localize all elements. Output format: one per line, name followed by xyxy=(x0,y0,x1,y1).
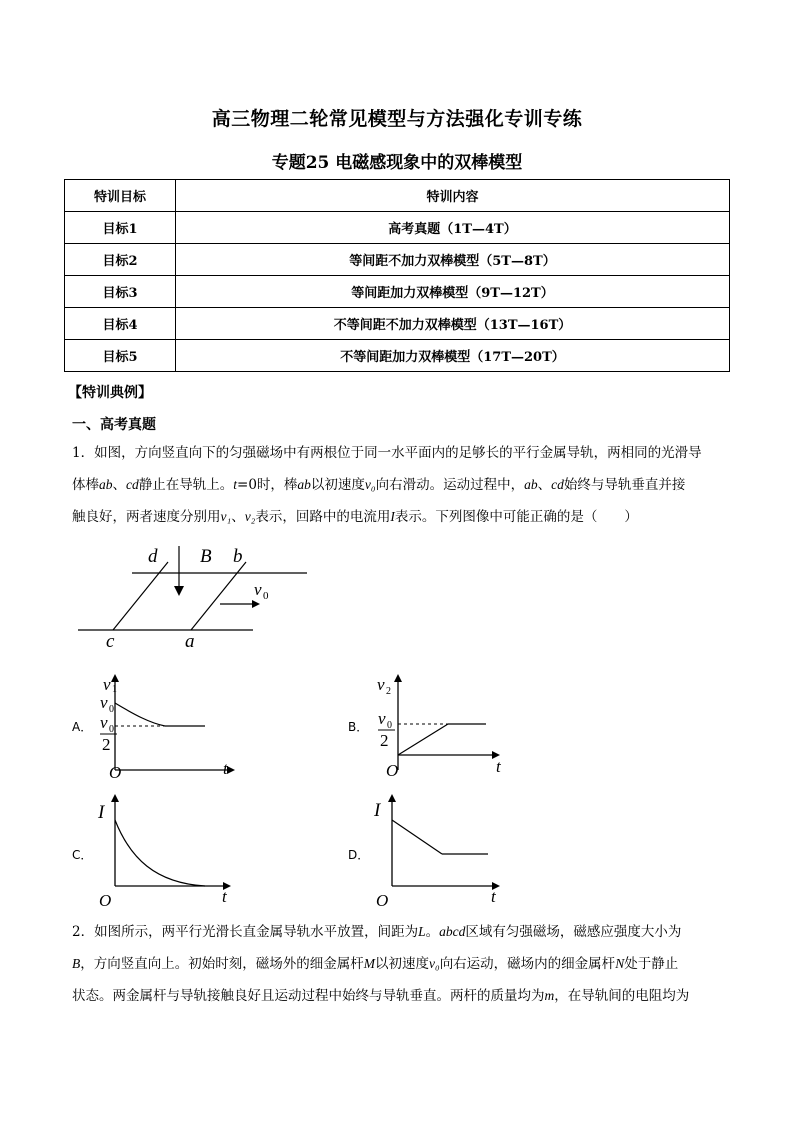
svg-text:v: v xyxy=(100,713,108,732)
table-cell: 目标2 xyxy=(65,244,176,276)
svg-text:I: I xyxy=(374,800,381,821)
svg-text:2: 2 xyxy=(102,735,111,754)
question-2-line: 2．如图所示，两平行光滑长直金属导轨水平放置，间距为L。abcd区域有匀强磁场，磁感应强度大小为 xyxy=(72,924,682,940)
rod-cd xyxy=(113,562,168,630)
table-header-row xyxy=(65,180,730,212)
svg-text:v: v xyxy=(103,675,111,694)
svg-text:b: b xyxy=(233,546,243,567)
question-1-line: 触良好，两者速度分别用v₁、v₂表示，回路中的电流用I表示。下列图像中可能正确的是（ ） xyxy=(72,509,638,525)
question-2-text xyxy=(72,916,732,1012)
svg-text:0: 0 xyxy=(263,590,269,602)
table-cell: 等间距不加力双棒模型（5T—8T） xyxy=(176,244,730,276)
document-title: 高三物理二轮常见模型与方法强化专训专练 xyxy=(211,108,583,130)
svg-text:O: O xyxy=(99,891,112,908)
svg-text:0: 0 xyxy=(109,704,114,715)
option-b-graph xyxy=(370,668,520,783)
table-row xyxy=(65,212,730,244)
option-d-label: D． xyxy=(348,848,370,862)
option-b-label: B． xyxy=(348,720,369,734)
svg-text:c: c xyxy=(106,631,115,650)
velocity-arrow-icon xyxy=(252,600,260,608)
option-d-graph xyxy=(370,788,520,908)
rails-diagram xyxy=(70,540,320,650)
training-goals-table xyxy=(64,179,730,372)
svg-text:0: 0 xyxy=(109,724,114,735)
svg-text:2: 2 xyxy=(380,731,389,750)
svg-text:O: O xyxy=(109,763,122,782)
svg-text:v: v xyxy=(377,675,385,694)
rod-ab xyxy=(191,562,246,630)
svg-text:I: I xyxy=(98,802,105,823)
topic-subtitle: 专题25 电磁感现象中的双棒模型 xyxy=(271,153,523,173)
table-row xyxy=(65,276,730,308)
svg-text:B: B xyxy=(200,546,212,567)
table-row xyxy=(65,244,730,276)
table-cell: 目标1 xyxy=(65,212,176,244)
table-cell: 目标3 xyxy=(65,276,176,308)
question-1-line: 体棒ab、cd静止在导轨上。t=0时，棒ab以初速度v₀向右滑动。运动过程中，ab、cd始终与导轨垂直并接 xyxy=(72,477,686,493)
table-cell: 不等间距加力双棒模型（17T—20T） xyxy=(176,340,730,372)
svg-text:d: d xyxy=(148,546,158,567)
table-cell: 目标5 xyxy=(65,340,176,372)
svg-text:a: a xyxy=(185,631,195,650)
svg-text:2: 2 xyxy=(386,686,391,697)
table-header-cell: 特训目标 xyxy=(65,180,176,212)
svg-text:v: v xyxy=(254,580,262,599)
option-a-label: A． xyxy=(72,720,93,734)
field-arrow-icon xyxy=(174,586,184,596)
option-c-graph xyxy=(95,788,245,908)
table-header-cell: 特训内容 xyxy=(176,180,730,212)
table-cell: 目标4 xyxy=(65,308,176,340)
svg-text:t: t xyxy=(491,887,496,906)
svg-text:O: O xyxy=(386,761,399,780)
svg-text:v: v xyxy=(100,693,108,712)
svg-text:O: O xyxy=(376,891,389,908)
svg-text:t: t xyxy=(223,759,228,778)
svg-text:t: t xyxy=(222,887,227,906)
option-a-graph xyxy=(95,668,245,783)
section-heading-gaokao: 一、高考真题 xyxy=(72,417,156,433)
question-2-line: B，方向竖直向上。初始时刻，磁场外的细金属杆M以初速度v₀向右运动，磁场内的细金属杆N处于静止 xyxy=(72,956,679,972)
svg-text:1: 1 xyxy=(112,684,117,695)
table-row xyxy=(65,308,730,340)
question-2-line: 状态。两金属杆与导轨接触良好且运动过程中始终与导轨垂直。两杆的质量均为m，在导轨间的电阻均为 xyxy=(72,988,690,1004)
svg-text:0: 0 xyxy=(387,720,392,731)
table-cell: 不等间距不加力双棒模型（13T—16T） xyxy=(176,308,730,340)
section-heading-examples: 【特训典例】 xyxy=(68,385,152,401)
svg-text:t: t xyxy=(496,757,501,776)
question-1-line: 1．如图，方向竖直向下的匀强磁场中有两根位于同一水平面内的足够长的平行金属导轨，两相同的光滑导 xyxy=(72,445,702,461)
table-cell: 等间距加力双棒模型（9T—12T） xyxy=(176,276,730,308)
table-row xyxy=(65,340,730,372)
option-c-label: C． xyxy=(72,848,93,862)
svg-text:v: v xyxy=(378,709,386,728)
question-1-text xyxy=(72,438,732,533)
table-cell: 高考真题（1T—4T） xyxy=(176,212,730,244)
